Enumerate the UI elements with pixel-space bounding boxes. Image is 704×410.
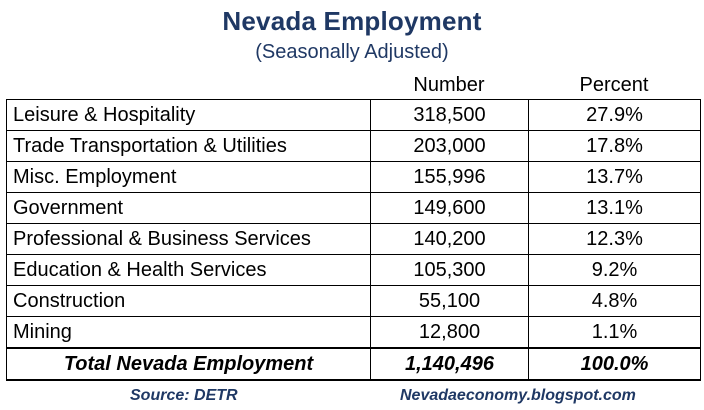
row-label: Construction bbox=[7, 286, 371, 317]
row-percent: 1.1% bbox=[529, 317, 701, 349]
page-title: Nevada Employment bbox=[222, 6, 482, 36]
employment-table bbox=[6, 99, 701, 381]
table-row bbox=[7, 286, 701, 317]
table-row bbox=[7, 100, 701, 131]
row-percent: 4.8% bbox=[529, 286, 701, 317]
row-percent: 13.7% bbox=[529, 162, 701, 193]
table-row bbox=[7, 131, 701, 162]
table-row bbox=[7, 255, 701, 286]
column-header-percent: Percent bbox=[579, 74, 649, 96]
row-percent: 13.1% bbox=[529, 193, 701, 224]
row-number: 55,100 bbox=[371, 286, 529, 317]
row-number: 12,800 bbox=[371, 317, 529, 349]
row-label: Leisure & Hospitality bbox=[7, 100, 371, 131]
total-percent: 100.0% bbox=[529, 348, 701, 380]
row-label: Education & Health Services bbox=[7, 255, 371, 286]
page-subtitle: (Seasonally Adjusted) bbox=[255, 41, 449, 63]
total-row bbox=[7, 348, 701, 380]
row-number: 149,600 bbox=[371, 193, 529, 224]
table-row bbox=[7, 317, 701, 349]
site-credit: Nevadaeconomy.blogspot.com bbox=[400, 387, 636, 404]
row-percent: 27.9% bbox=[529, 100, 701, 131]
table-row bbox=[7, 162, 701, 193]
row-label: Trade Transportation & Utilities bbox=[7, 131, 371, 162]
row-number: 155,996 bbox=[371, 162, 529, 193]
row-percent: 17.8% bbox=[529, 131, 701, 162]
table-row bbox=[7, 224, 701, 255]
row-percent: 12.3% bbox=[529, 224, 701, 255]
column-header-number: Number bbox=[413, 74, 485, 96]
total-number: 1,140,496 bbox=[371, 348, 529, 380]
row-label: Mining bbox=[7, 317, 371, 349]
row-number: 105,300 bbox=[371, 255, 529, 286]
row-label: Professional & Business Services bbox=[7, 224, 371, 255]
row-label: Government bbox=[7, 193, 371, 224]
row-label: Misc. Employment bbox=[7, 162, 371, 193]
row-number: 318,500 bbox=[371, 100, 529, 131]
row-percent: 9.2% bbox=[529, 255, 701, 286]
total-label: Total Nevada Employment bbox=[7, 348, 371, 380]
source-note: Source: DETR bbox=[130, 387, 238, 404]
row-number: 203,000 bbox=[371, 131, 529, 162]
row-number: 140,200 bbox=[371, 224, 529, 255]
table-row bbox=[7, 193, 701, 224]
